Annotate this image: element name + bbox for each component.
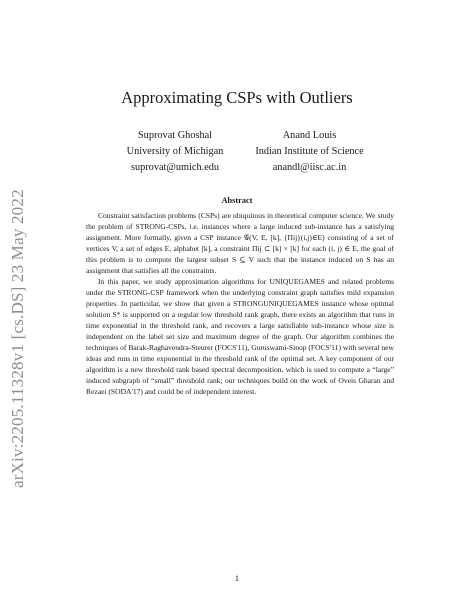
author-email: suprovat@umich.edu: [130, 162, 220, 173]
author-block-1: [100, 128, 250, 176]
arxiv-identifier: arXiv:2205.11328v1 [cs.DS] 23 May 2022: [8, 189, 27, 488]
author-name: Anand Louis: [282, 130, 337, 141]
author-affiliation: Indian Institute of Science: [255, 146, 364, 157]
abstract-paragraph: Constraint satisfaction problems (CSPs) are ubiquitous in theoretical computer science. We study the problem of STRONG-CSPs, i.e. instances where a large induced sub-instance has a satisfying assignment. More formally, given a CSP instance 𝒢(V, E, [k], {Πij}(i,j)∈E) consisting of a set of vertices V, a set of edges E, alphabet [k], a constraint Πij ⊂ [k] × [k] for each (i, j) ∈ E, the goal of this problem is to compute the largest subset S ⊆ V such that the instance induced on S has an assignment that satisfies all the constraints.: [86, 211, 394, 275]
paper-title: Approximating CSPs with Outliers: [121, 88, 353, 107]
author-email: anandl@iisc.ac.in: [272, 162, 347, 173]
author-name: Suprovat Ghoshal: [137, 130, 213, 141]
abstract-paragraph: In this paper, we study approximation algorithms for UNIQUEGAMES and related problems under the STRONG-CSP framework when the underlying constraint graph satisfies mild expansion properties. In particular, we show that given a STRONGUNIQUEGAMES instance whose optimal solution S* is supported on a regular low threshold rank graph, there exists an algorithm that runs in time exponential in the threshold rank, and recovers a large satisfiable sub-instance whose size is independent on the label set size and maximum degree of the graph. Our algorithm combines the techniques of Barak-Raghavendra-Steurer (FOCS'11), Guruswami-Sinop (FOCS'11) with several new ideas and runs in time exponential in the threshold rank of the optimal set. A key component of our algorithm is a new threshold rank based spectral decomposition, which is used to compute a “large” induced subgraph of “small” threshold rank; our techniques build on the work of Oveis Gharan and Rezaei (SODA'17) and could be of independent interest.: [86, 277, 394, 396]
author-affiliation: University of Michigan: [126, 146, 224, 157]
author-block-2: [232, 128, 387, 176]
abstract-heading: Abstract: [221, 196, 253, 205]
page-number: 1: [234, 574, 240, 583]
abstract-body: [86, 211, 394, 397]
